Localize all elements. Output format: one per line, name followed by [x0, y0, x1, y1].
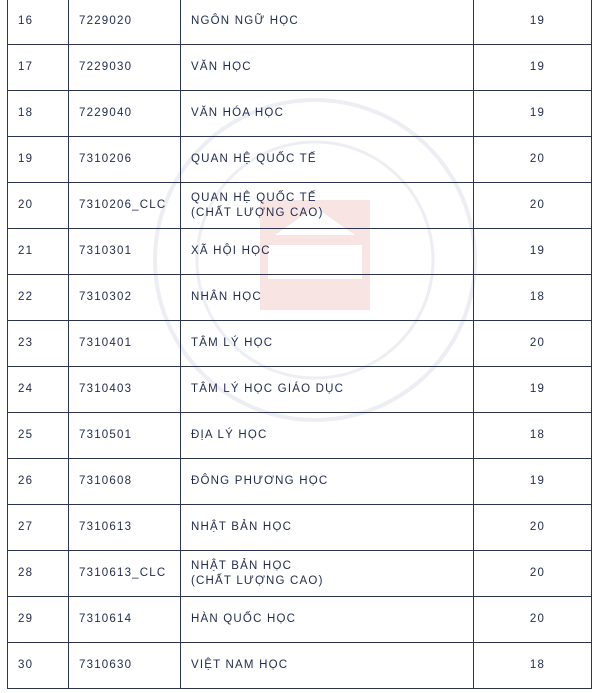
major-code-cell: 7310613: [69, 505, 181, 551]
row-number-cell: 23: [8, 321, 69, 367]
score-cell: 20: [474, 321, 592, 367]
score-cell: 18: [474, 275, 592, 321]
major-code-cell: 7310206: [69, 137, 181, 183]
major-name-line: NHÂN HỌC: [191, 291, 262, 303]
major-name-line: (CHẤT LƯỢNG CAO): [191, 206, 324, 219]
score-cell: 19: [474, 0, 592, 45]
score-cell: 19: [474, 45, 592, 91]
score-cell: 18: [474, 413, 592, 459]
table-row: [8, 597, 592, 643]
row-number-cell: 24: [8, 367, 69, 413]
table-row: [8, 505, 592, 551]
major-name-cell: [181, 229, 474, 275]
major-name-cell: [181, 413, 474, 459]
major-name-line: ĐỊA LÝ HỌC: [191, 429, 268, 441]
major-name-line: TÂM LÝ HỌC GIÁO DỤC: [191, 383, 345, 395]
major-name-cell: [181, 597, 474, 643]
table-row: [8, 183, 592, 229]
table-row: [8, 413, 592, 459]
major-code-cell: 7229020: [69, 0, 181, 45]
major-name-cell: [181, 459, 474, 505]
row-number-cell: 26: [8, 459, 69, 505]
major-name-cell: [181, 551, 474, 597]
major-code-cell: 7310401: [69, 321, 181, 367]
score-cell: 20: [474, 551, 592, 597]
major-name-line: HÀN QUỐC HỌC: [191, 613, 297, 625]
major-name-cell: [181, 45, 474, 91]
major-name-cell: [181, 505, 474, 551]
row-number-cell: 25: [8, 413, 69, 459]
score-cell: 18: [474, 643, 592, 689]
score-cell: 19: [474, 91, 592, 137]
table-row: [8, 321, 592, 367]
table-row: [8, 91, 592, 137]
score-cell: 19: [474, 459, 592, 505]
major-code-cell: 7310608: [69, 459, 181, 505]
major-name-line: VĂN HỌC: [191, 61, 252, 73]
table-row: [8, 275, 592, 321]
major-name-cell: [181, 367, 474, 413]
major-name-line: VIỆT NAM HỌC: [191, 659, 289, 671]
table-row: [8, 0, 592, 45]
major-name-cell: [181, 321, 474, 367]
row-number-cell: 29: [8, 597, 69, 643]
table-row: [8, 137, 592, 183]
table-row: [8, 643, 592, 689]
table-row: [8, 459, 592, 505]
major-code-cell: 7310614: [69, 597, 181, 643]
major-code-cell: 7229040: [69, 91, 181, 137]
row-number-cell: 30: [8, 643, 69, 689]
major-name-cell: [181, 137, 474, 183]
score-cell: 20: [474, 137, 592, 183]
major-name-line: VĂN HÓA HỌC: [191, 107, 285, 119]
major-code-cell: 7229030: [69, 45, 181, 91]
row-number-cell: 27: [8, 505, 69, 551]
major-name-line: ĐÔNG PHƯƠNG HỌC: [191, 475, 329, 487]
row-number-cell: 17: [8, 45, 69, 91]
major-name-line: TÂM LÝ HỌC: [191, 337, 274, 349]
table-row: [8, 367, 592, 413]
major-name-line: QUAN HỆ QUỐC TẾ: [191, 191, 317, 204]
row-number-cell: 19: [8, 137, 69, 183]
score-cell: 19: [474, 229, 592, 275]
major-code-cell: 7310501: [69, 413, 181, 459]
row-number-cell: 18: [8, 91, 69, 137]
row-number-cell: 28: [8, 551, 69, 597]
major-name-line: (CHẤT LƯỢNG CAO): [191, 574, 324, 587]
major-code-cell: 7310403: [69, 367, 181, 413]
major-name-cell: [181, 643, 474, 689]
row-number-cell: 20: [8, 183, 69, 229]
score-cell: 19: [474, 367, 592, 413]
major-name-line: NHẬT BẢN HỌC: [191, 521, 293, 533]
major-code-cell: 7310302: [69, 275, 181, 321]
score-cell: 20: [474, 183, 592, 229]
major-name-line: NHẬT BẢN HỌC: [191, 559, 293, 572]
table-row: [8, 551, 592, 597]
score-cell: 20: [474, 505, 592, 551]
major-name-cell: [181, 91, 474, 137]
score-cell: 20: [474, 597, 592, 643]
row-number-cell: 22: [8, 275, 69, 321]
major-name-line: QUAN HỆ QUỐC TẾ: [191, 153, 317, 165]
major-name-line: NGÔN NGỮ HỌC: [191, 15, 299, 27]
major-code-cell: 7310613_CLC: [69, 551, 181, 597]
table-row: [8, 229, 592, 275]
major-name-cell: [181, 183, 474, 229]
major-code-cell: 7310206_CLC: [69, 183, 181, 229]
row-number-cell: 21: [8, 229, 69, 275]
major-name-cell: [181, 275, 474, 321]
major-code-cell: 7310630: [69, 643, 181, 689]
major-code-cell: 7310301: [69, 229, 181, 275]
major-name-cell: [181, 0, 474, 45]
major-name-line: XÃ HỘI HỌC: [191, 245, 271, 257]
table-row: [8, 45, 592, 91]
row-number-cell: 16: [8, 0, 69, 45]
admission-score-table: [7, 0, 592, 689]
table-body: [8, 0, 592, 689]
